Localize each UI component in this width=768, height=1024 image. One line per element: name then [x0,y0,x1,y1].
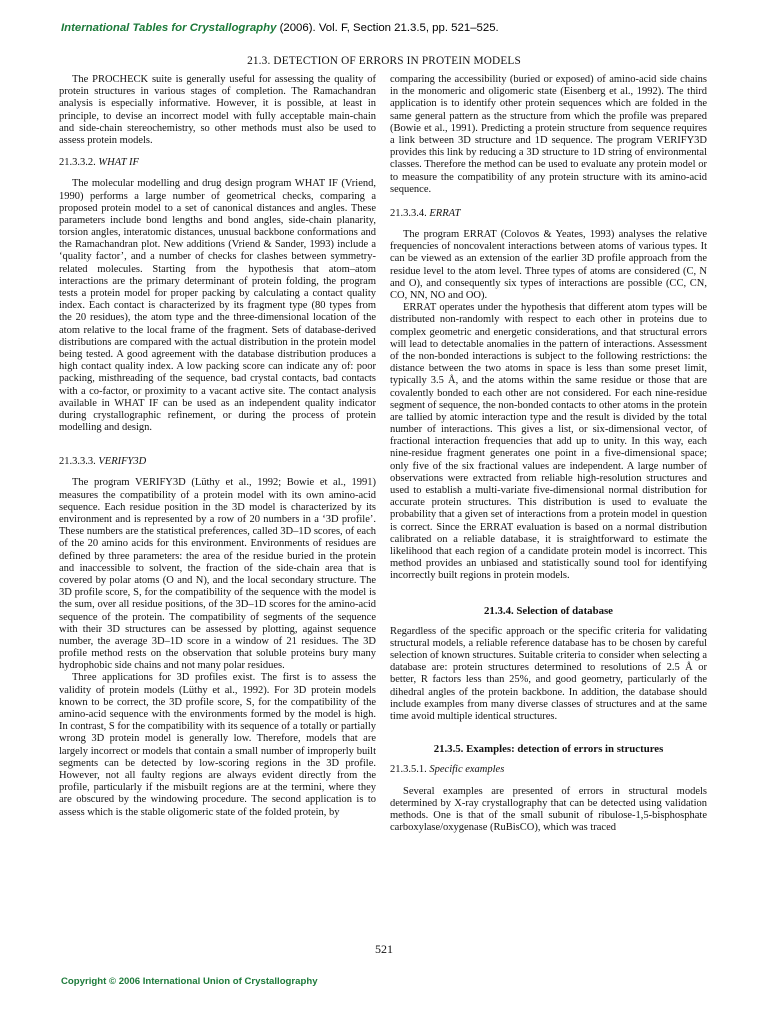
subsection-number: 21.3.3.4. [390,207,427,219]
subsection-number: 21.3.3.2. [59,157,96,169]
subsection-number: 21.3.3.3. [59,456,96,468]
left-column [59,74,376,819]
subsection-heading-whatif [59,157,376,169]
section-title: 21.3. DETECTION OF ERRORS IN PROTEIN MODELS [247,55,521,67]
subsection-title: VERIFY3D [98,456,147,468]
journal-title: International Tables for Crystallography [61,22,277,34]
subsection-number: 21.3.5.1. [390,764,427,776]
whatif-paragraph: The molecular modelling and drug design program WHAT IF (Vriend, 1990) performs a large number of geometrical checks, comparing a proposed protein model to a set of canonical distances and angles. These parameters include bond lengths and bond angles, side-chain planarity, torsion angles, interatomic distances, unusual backbone conformations and the Ramachandran plot. New additions (Vriend & Sander, 1993) include a ‘quality factor’, and a number of checks for clashes between symmetry-related molecules. Starting from the hypothesis that atom–atom interactions are the primary determinant of protein folding, the program tests a protein model for proper packing by calculating a contact quality index. Each contact is characterized by its fragment type (80 types from the 20 residues), the atom type and the three-dimensional location of the atom relative to the local frame of the fragment. Sets of database-derived distributions are compared with the actual distribution in the protein model being tested. A good agreement with the database distribution produces a high contact quality index. A low packing score can indicate any of: poor packing, misthreading of the sequence, bad crystal contacts, bad contacts with a co-factor, or proximity to a vacant active site. The contact analysis available in WHAT IF can be used as an independent quality indicator during crystallographic refinement, or during the process of protein modelling and design. [59,178,376,434]
errat-paragraph-1: The program ERRAT (Colovos & Yeates, 1993) analyses the relative frequencies of noncovalent interactions between atoms of various types. It can be viewed as an extension of the earlier 3D profile approach from the residue level to the atom level. Three types of atoms are considered (C, N and O), and consequently six types of interactions are possible (CC, CN, CO, NN, NO and OO). [390,229,707,301]
subsection-heading-specific-examples [390,764,707,776]
subsection-heading-verify3d [59,456,376,468]
verify3d-paragraph-1: The program VERIFY3D (Lüthy et al., 1992; Bowie et al., 1991) measures the compatibility of a protein model with its own amino-acid sequence. Each residue position in the 3D model is characterized by its environment and is represented by a row of 20 numbers in a ‘3D profile’. These numbers are the statistical preferences, called 3D–1D scores, of each of the 20 amino acids for this environment. Environments of residues are defined by three parameters: the area of the residue buried in the protein and inaccessible to solvent, the fraction of the side-chain area that is covered by polar atoms (O and N), and the local secondary structure. The 3D profile score, S, for the compatibility of the sequence with the model is the sum, over all residue positions, of the 3D–1D scores for the amino-acid sequence of the protein. The compatibility of segments of the sequence with their 3D structures can be assessed by plotting, against sequence number, the average 3D–1D score in a window of 21 residues. The 3D profile method rests on the observation that soluble proteins bury many hydrophobic side chains and not many polar residues. [59,477,376,672]
database-paragraph: Regardless of the specific approach or the specific criteria for validating structural models, a reliable reference database has to be chosen by careful selection of known structures. Suitable criteria to consider when selecting a database are: protein structures determined to resolutions of 2.5 Å or better, R factors less than 25%, and good geometry, particularly of the dihedral angles of the protein backbone. In addition, the database should include examples from many diverse classes of structures and at the same time avoid multiple identical structures. [390,625,707,722]
journal-citation-header [61,22,499,34]
errat-paragraph-2: ERRAT operates under the hypothesis that different atom types will be distributed non-randomly with respect to each other in proteins due to complex geometric and energetic considerations, and that structural errors will lead to detectable anomalies in the pattern of interactions. Assessment of the non-bonded interactions is subject to the following restrictions: the distance between the two atoms in space is less than some preset limit, typically 3.5 Å, and the atoms within the same residue or those that are covalently bonded to each other are not considered. For each nine-residue segment of sequence, the non-bonded contacts to other atoms in the protein are tallied by atomic interaction type and the result is divided by the total number of interactions. This gives a list, or six-dimensional vector, of fractional interaction frequencies that add up to unity. In this way, each nine-residue fragment generates one point in a five-dimensional space; only five of the six fractional values are independent. A large number of observations were extracted from reliable high-resolution structures and used to establish a multi-variate five-dimensional normal distribution for accurate protein structures. This distribution is used to evaluate the probability that a given set of interactions from a protein model in question is correct. Since the ERRAT evaluation is based on a normal distribution calibrated on a reliable database, it is straightforward to estimate the likelihood that each region of a candidate protein model is incorrect. This method provides an unbiased and statistically sound tool for identifying incorrectly built regions in protein models. [390,302,707,582]
subsection-title: Specific examples [429,764,505,776]
section-heading-database: 21.3.4. Selection of database [484,604,613,617]
subsection-title: ERRAT [429,207,461,219]
examples-paragraph: Several examples are presented of errors in structural models determined by X-ray crystallography that can be detected using validation methods. One is that of the small subunit of ribulose-1,5-bisphosphate carboxylase/oxygenase (RuBisCO), which was traced [390,785,707,834]
copyright-footer: Copyright © 2006 International Union of Crystallography [61,976,318,987]
right-column [390,74,707,834]
citation-details: (2006). Vol. F, Section 21.3.5, pp. 521–525. [276,22,499,34]
subsection-title: WHAT IF [98,157,139,169]
section-heading-examples: 21.3.5. Examples: detection of errors in structures [433,743,664,756]
subsection-heading-errat [390,208,707,220]
page-number: 521 [375,942,393,956]
intro-paragraph: The PROCHECK suite is generally useful for assessing the quality of protein structures in various stages of completion. The Ramachandran analysis is especially informative. However, it is possible, at least in principle, to devise an incorrect model with fully acceptable main-chain and side-chain stereochemistry, so other methods must also be used to assess protein models. [59,74,376,146]
continued-paragraph: comparing the accessibility (buried or exposed) of amino-acid side chains in the monomeric and oligomeric state (Eisenberg et al., 1992). The third application is to identify other protein sequences which are folded in the same general pattern as the structure from which the profile was prepared (Bowie et al., 1991). Predicting a protein structure from sequence requires a link between 3D structure and 1D sequence. The program VERIFY3D provides this link by reducing a 3D structure to 1D string of environmental classes. Therefore the method can be used to evaluate any protein model or to measure the compatibility of any protein structure with its amino-acid sequence. [390,74,707,195]
verify3d-paragraph-2: Three applications for 3D profiles exist. The first is to assess the validity of protein models (Lüthy et al., 1992). For 3D protein models known to be correct, the 3D profile score, S, for the compatibility of the amino-acid sequence with the environments formed by the model is high. In contrast, S for the compatibility with its sequence of a totally or partially wrong 3D protein model is generally low. Therefore, models that are largely incorrect or models that contain a small number of improperly built segments can be detected by low-scoring regions in the 3D profile. However, not all faulty regions are always evident directly from the profile, particularly if the misbuilt regions are at the termini, where they are obscured by the windowing procedure. The second application is to assess which is the stable oligomeric state of the folded protein, by [59,672,376,818]
